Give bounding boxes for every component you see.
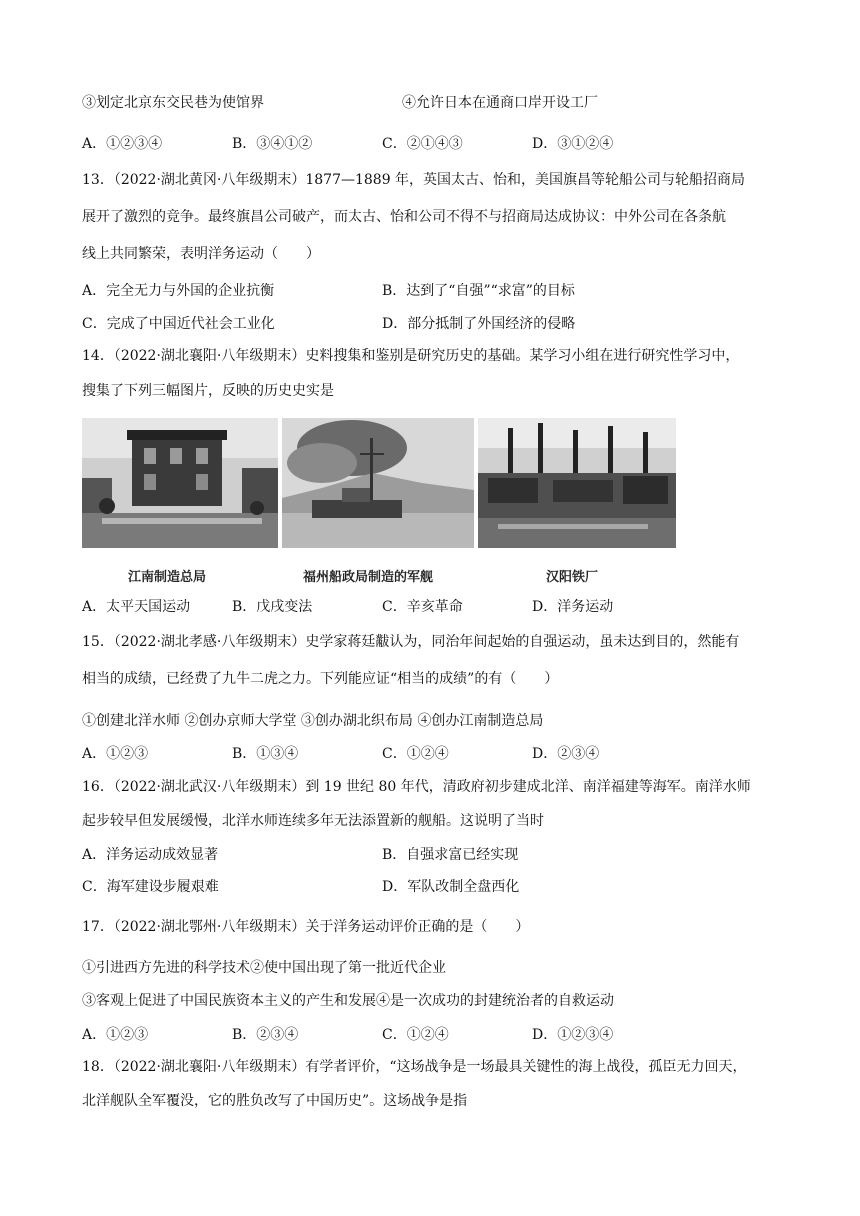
- q13-stem-line-1: 13．（2022·湖北黄冈·八年级期末）1877—1889 年，英国太古、怡和，美国旗昌等轮船公司与轮船招商局: [82, 172, 746, 188]
- q13-option-b: B．达到了“自强”“求富”的目标: [382, 283, 575, 299]
- q17-option-c: C．①②④: [382, 1027, 449, 1043]
- q15-stem-line-1: 15．（2022·湖北孝感·八年级期末）史学家蒋廷黻认为，同治年间起始的自强运动，虽未达到目的，然能有: [82, 634, 740, 650]
- q14-option-c: C．辛亥革命: [382, 599, 463, 615]
- jiangnan-arsenal-photo: [82, 418, 278, 548]
- q16-option-d: D．军队改制全盘西化: [382, 879, 520, 895]
- q16-stem-line-2: 起步较早但发展缓慢，北洋水师连续多年无法添置新的舰船。这说明了当时: [82, 813, 544, 829]
- q17-option-b: B．②③④: [232, 1027, 299, 1043]
- q16-option-b: B．自强求富已经实现: [382, 847, 519, 863]
- q15-option-c: C．①②④: [382, 746, 449, 762]
- q13-option-d: D．部分抵制了外国经济的侵略: [382, 316, 576, 332]
- q12-option-b: B．③④①②: [232, 136, 313, 152]
- q14-option-a: A．太平天国运动: [82, 599, 191, 615]
- photo-caption-hanyang: 汉阳铁厂: [546, 570, 599, 585]
- q15-option-b: B．①③④: [232, 746, 299, 762]
- q12-option-c: C．②①④③: [382, 136, 463, 152]
- q17-items-line-2: ③客观上促进了中国民族资本主义的产生和发展④是一次成功的封建统治者的自救运动: [82, 993, 614, 1009]
- hanyang-ironworks-photo: [478, 418, 676, 548]
- q15-items: ①创建北洋水师 ②创办京师大学堂 ③创办湖北织布局 ④创办江南制造总局: [82, 713, 544, 729]
- q18-stem-line-2: 北洋舰队全军覆没，它的胜负改写了中国历史”。这场战争是指: [82, 1093, 468, 1109]
- q16-stem-line-1: 16．（2022·湖北武汉·八年级期末）到 19 世纪 80 年代，清政府初步建成北洋、南洋福建等海军。南洋水师: [82, 779, 751, 795]
- q13-option-c: C．完成了中国近代社会工业化: [82, 316, 275, 332]
- q14-stem-line-2: 搜集了下列三幅图片，反映的历史史实是: [82, 383, 334, 399]
- fuzhou-warship-photo: [282, 418, 474, 548]
- q16-option-c: C．海军建设步履艰难: [82, 879, 219, 895]
- q17-stem: 17．（2022·湖北鄂州·八年级期末）关于洋务运动评价正确的是（ ）: [82, 919, 530, 935]
- q14-stem-line-1: 14．（2022·湖北襄阳·八年级期末）史料搜集和鉴别是研究历史的基础。某学习小组在进行研究性学习中，: [82, 348, 740, 364]
- q15-stem-line-2: 相当的成绩，已经费了九牛二虎之力。下列能应证“相当的成绩”的有（ ）: [82, 671, 559, 687]
- q13-option-a: A．完全无力与外国的企业抗衡: [82, 283, 275, 299]
- q12-item-4: ④允许日本在通商口岸开设工厂: [402, 95, 598, 111]
- photo-caption-jiangnan: 江南制造总局: [128, 570, 207, 585]
- q12-option-a: A．①②③④: [82, 136, 163, 152]
- q15-option-a: A．①②③: [82, 746, 149, 762]
- q18-stem-line-1: 18．（2022·湖北襄阳·八年级期末）有学者评价，“这场战争是一场最具关键性的海上战役，孤臣无力回天，: [82, 1059, 747, 1075]
- q13-stem-line-2: 展开了激烈的竞争。最终旗昌公司破产，而太古、怡和公司不得不与招商局达成协议：中外公司在各条航: [82, 209, 726, 225]
- q17-option-a: A．①②③: [82, 1027, 149, 1043]
- q17-items-line-1: ①引进西方先进的科学技术②使中国出现了第一批近代企业: [82, 960, 446, 976]
- q16-option-a: A．洋务运动成效显著: [82, 847, 219, 863]
- q14-option-b: B．戊戌变法: [232, 599, 313, 615]
- photo-caption-fuzhou: 福州船政局制造的军舰: [303, 570, 434, 585]
- q13-stem-line-3: 线上共同繁荣，表明洋务运动（ ）: [82, 246, 320, 262]
- q12-option-d: D．③①②④: [532, 136, 614, 152]
- q15-option-d: D．②③④: [532, 746, 600, 762]
- q12-item-3: ③划定北京东交民巷为使馆界: [82, 95, 264, 111]
- q14-option-d: D．洋务运动: [532, 599, 614, 615]
- q17-option-d: D．①②③④: [532, 1027, 614, 1043]
